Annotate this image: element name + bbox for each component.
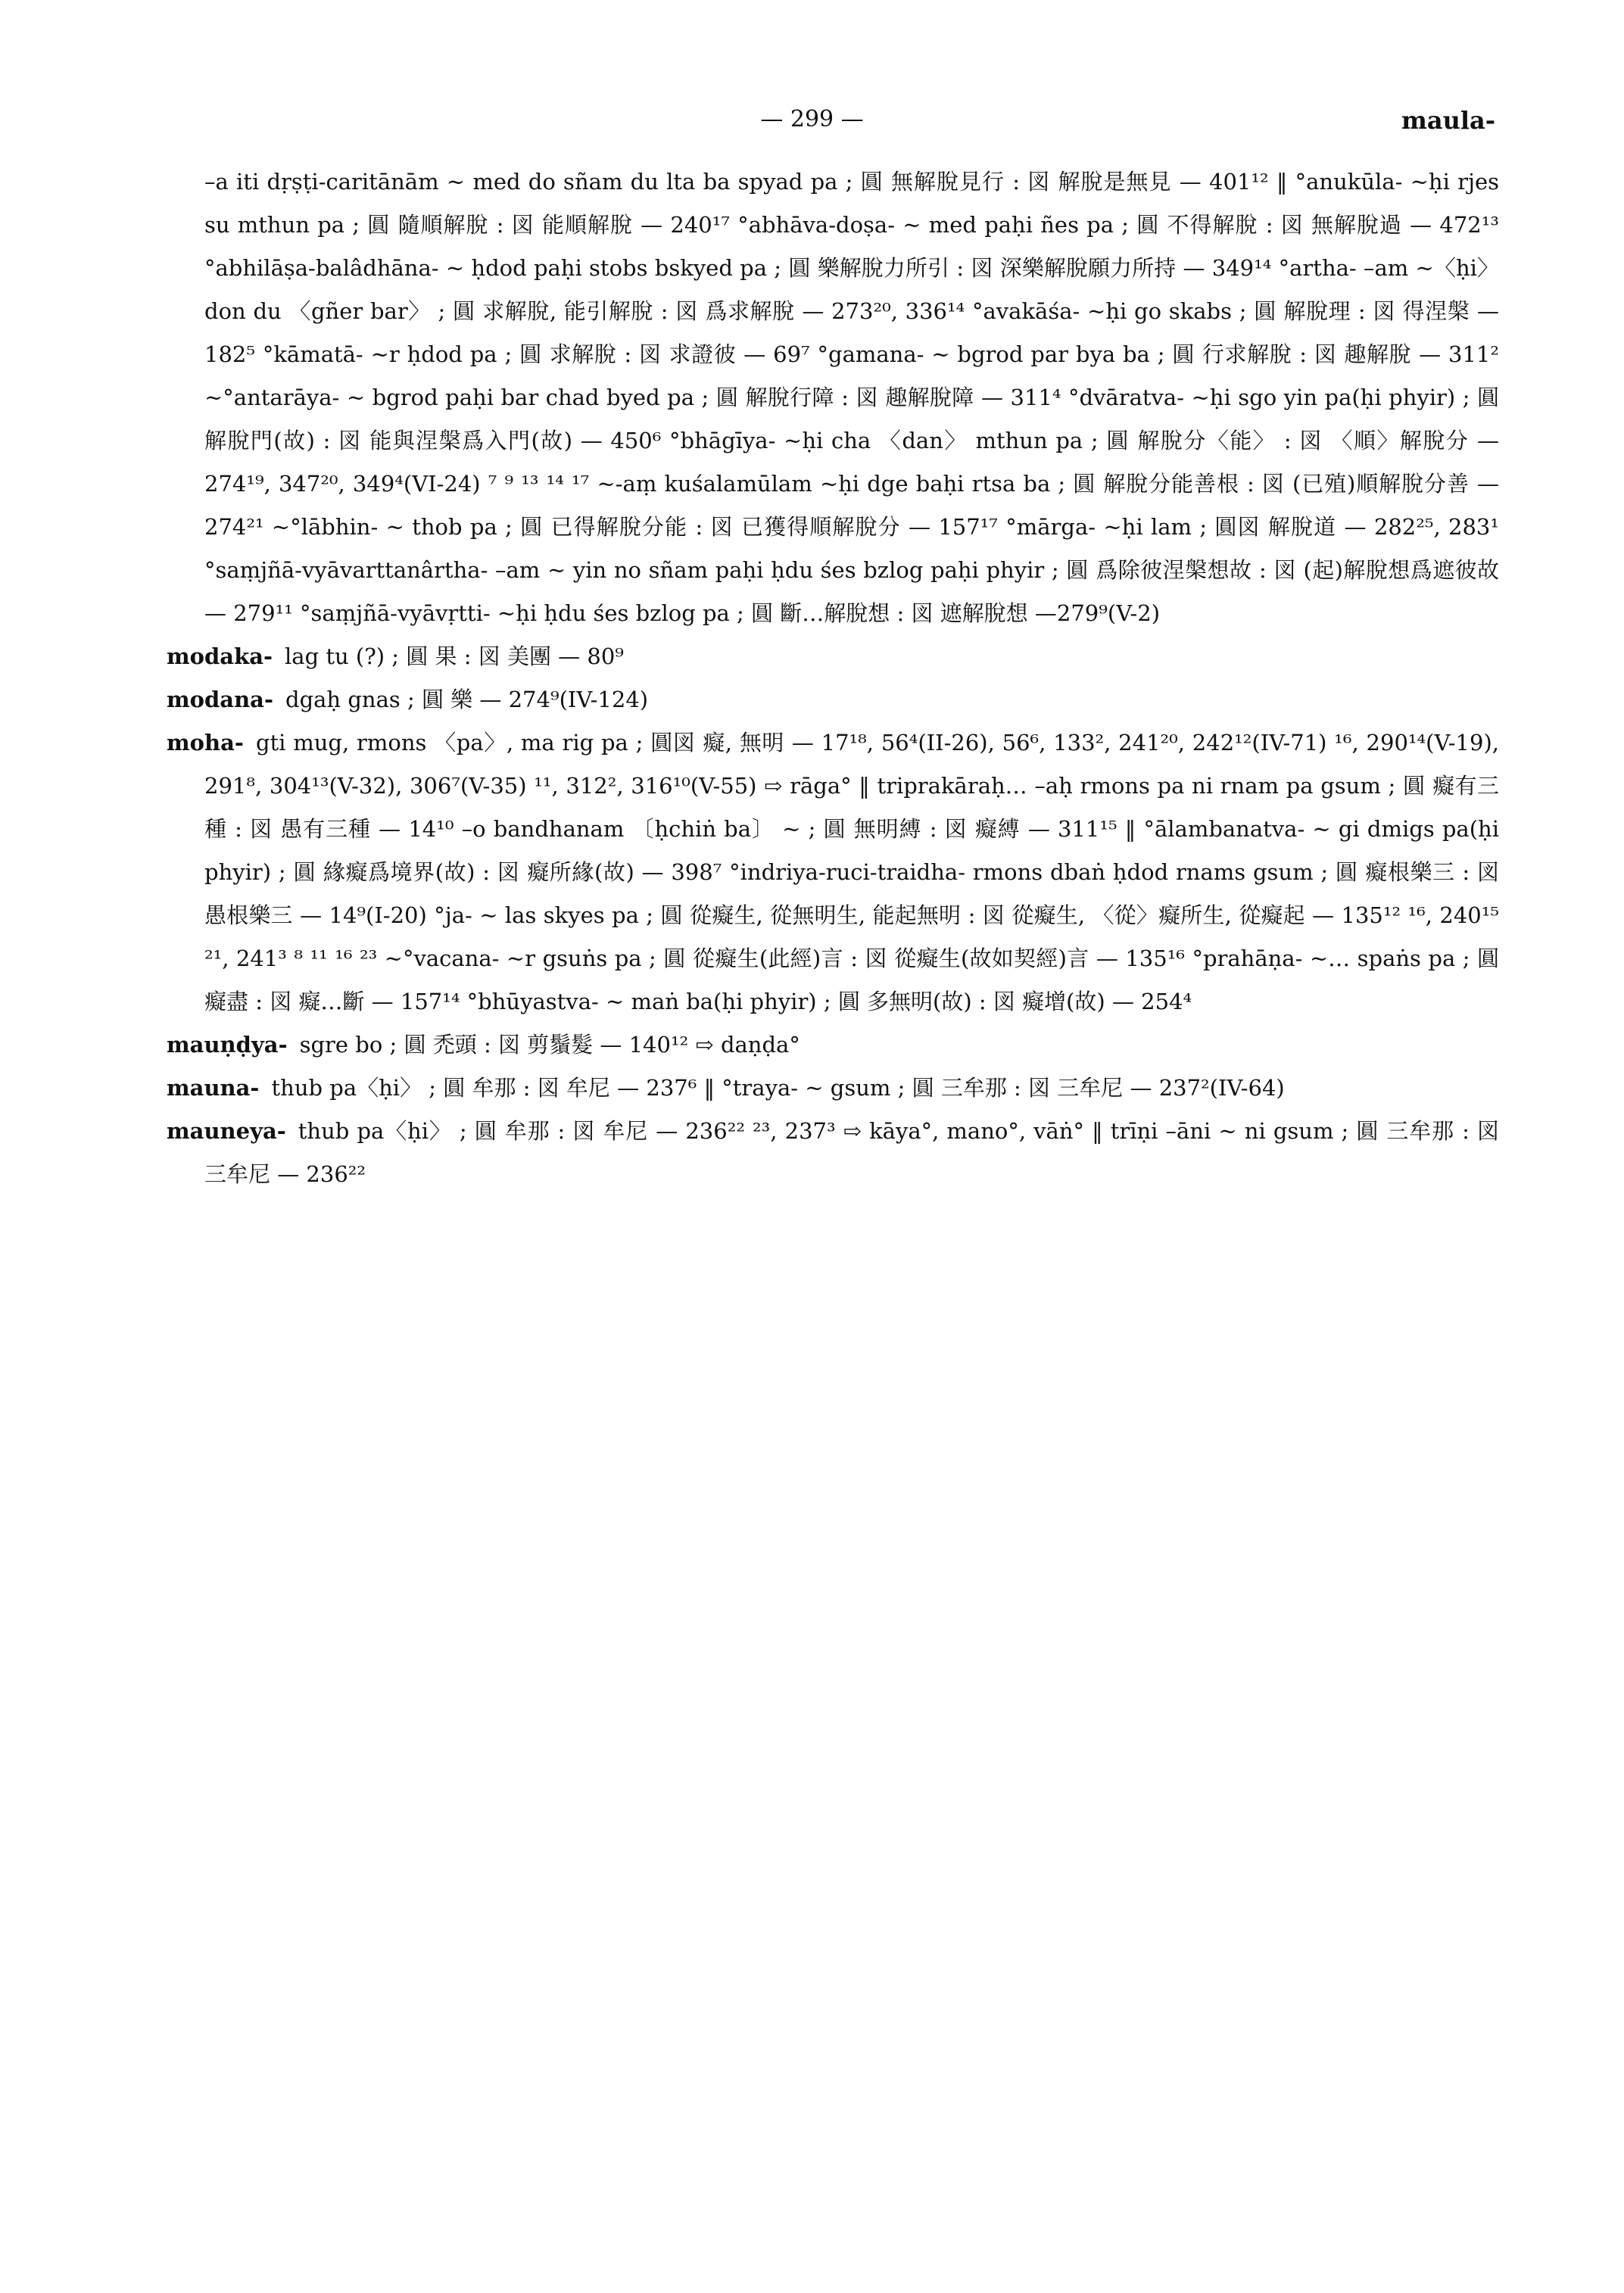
- page-body: [167, 160, 1499, 1196]
- entry-headword: mauna-: [167, 1075, 260, 1101]
- entry-headword: mauṇḍya-: [167, 1032, 288, 1058]
- entry-text: thub pa〈ḥi〉 ; 圓 牟那 : 図 牟尼 — 237⁶ ‖ °traya- ~ gsum ; 圓 三牟那 : 図 三牟尼 — 237²(IV-64): [271, 1075, 1285, 1101]
- dictionary-entry: [167, 1067, 1499, 1110]
- page-number: — 299 —: [760, 106, 864, 132]
- entry-text: –a iti dṛṣṭi-caritānām ~ med do sñam du lta ba spyad pa ; 圓 無解脫見行 : 図 解脫是無見 — 401¹² ‖ °anukūla- ~ḥi rjes su mthun pa ; 圓 隨順解脫 : 図 能順解脫 — 240¹⁷ °abhāva-doṣa- ~ med paḥi ñes pa ; 圓 不得解脫 : 図 無解脫過 — 472¹³ °abhilāṣa-balâdhāna- ~ ḥdod paḥi stobs bskyed pa ; 圓 樂解脫力所引 : 図 深樂解脫願力所持 — 349¹⁴ °artha- –am ~〈ḥi〉 don du 〈gñer bar〉 ; 圓 求解脫, 能引解脫 : 図 爲求解脫 — 273²⁰, 336¹⁴ °avakāśa- ~ḥi go skabs ; 圓 解脫理 : 図 得涅槃 — 182⁵ °kāmatā- ~r ḥdod pa ; 圓 求解脫 : 図 求證彼 — 69⁷ °gamana- ~ bgrod par bya ba ; 圓 行求解脫 : 図 趣解脫 — 311² ~°antarāya- ~ bgrod paḥi bar chad byed pa ; 圓 解脫行障 : 図 趣解脫障 — 311⁴ °dvāratva- ~ḥi sgo yin pa(ḥi phyir) ; 圓 解脫門(故) : 図 能與涅槃爲入門(故) — 450⁶ °bhāgīya- ~ḥi cha 〈dan〉 mthun pa ; 圓 解脫分〈能〉 : 図 〈順〉解脫分 — 274¹⁹, 347²⁰, 349⁴(VI-24) ⁷ ⁹ ¹³ ¹⁴ ¹⁷ ~-aṃ kuśalamūlam ~ḥi dge baḥi rtsa ba ; 圓 解脫分能善根 : 図 (已殖)順解脫分善 — 274²¹ ~°lābhin- ~ thob pa ; 圓 已得解脫分能 : 図 已獲得順解脫分 — 157¹⁷ °mārga- ~ḥi lam ; 圓図 解脫道 — 282²⁵, 283¹ °saṃjñā-vyāvarttanârtha- –am ~ yin no sñam paḥi ḥdu śes bzlog paḥi phyir ; 圓 爲除彼涅槃想故 : 図 (起)解脫想爲遮彼故 — 279¹¹ °saṃjñā-vyāvṛtti- ~ḥi ḥdu śes bzlog pa ; 圓 斷…解脫想 : 図 遮解脫想 —279⁹(V-2): [204, 169, 1499, 626]
- dictionary-entry: [167, 678, 1499, 721]
- dictionary-entry: [167, 1110, 1499, 1196]
- entry-headword: modaka-: [167, 643, 273, 669]
- entry-text: thub pa〈ḥi〉 ; 圓 牟那 : 図 牟尼 — 236²² ²³, 237³ ⇨ kāya°, mano°, vāṅ° ‖ trīṇi –āni ~ ni gsum ; 圓 三牟那 : 図 三牟尼 — 236²²: [204, 1118, 1499, 1187]
- entry-text: dgaḥ gnas ; 圓 樂 — 274⁹(IV-124): [285, 687, 649, 712]
- entry-headword: mauneya-: [167, 1118, 286, 1144]
- dictionary-entry: [167, 635, 1499, 678]
- dictionary-entry: [167, 721, 1499, 1023]
- entry-headword: modana-: [167, 687, 274, 712]
- entry-text: lag tu (?) ; 圓 果 : 図 美團 — 80⁹: [285, 643, 624, 669]
- running-head: maula-: [1401, 106, 1495, 135]
- dictionary-entry: [167, 1023, 1499, 1067]
- entry-text: sgre bo ; 圓 禿頭 : 図 剪鬚髮 — 140¹² ⇨ daṇḍa°: [299, 1032, 800, 1058]
- dictionary-entry: [167, 160, 1499, 635]
- entry-headword: moha-: [167, 730, 244, 756]
- entry-text: gti mug, rmons 〈pa〉, ma rig pa ; 圓図 癡, 無明 — 17¹⁸, 56⁴(II-26), 56⁶, 133², 241²⁰, 242¹²(IV-71) ¹⁶, 290¹⁴(V-19), 291⁸, 304¹³(V-32), 306⁷(V-35) ¹¹, 312², 316¹⁰(V-55) ⇨ rāga° ‖ triprakāraḥ… –aḥ rmons pa ni rnam pa gsum ; 圓 癡有三種 : 図 愚有三種 — 14¹⁰ –o bandhanam 〔ḥchiṅ ba〕 ~ ; 圓 無明縛 : 図 癡縛 — 311¹⁵ ‖ °ālambanatva- ~ gi dmigs pa(ḥi phyir) ; 圓 緣癡爲境界(故) : 図 癡所緣(故) — 398⁷ °indriya-ruci-traidha- rmons dbaṅ ḥdod rnams gsum ; 圓 癡根樂三 : 図 愚根樂三 — 14⁹(I-20) °ja- ~ las skyes pa ; 圓 從癡生, 從無明生, 能起無明 : 図 從癡生, 〈從〉癡所生, 從癡起 — 135¹² ¹⁶, 240¹⁵ ²¹, 241³ ⁸ ¹¹ ¹⁶ ²³ ~°vacana- ~r gsuṅs pa ; 圓 從癡生(此經)言 : 図 從癡生(故如契經)言 — 135¹⁶ °prahāṇa- ~… spaṅs pa ; 圓 癡盡 : 図 癡…斷 — 157¹⁴ °bhūyastva- ~ maṅ ba(ḥi phyir) ; 圓 多無明(故) : 図 癡增(故) — 254⁴: [204, 730, 1500, 1014]
